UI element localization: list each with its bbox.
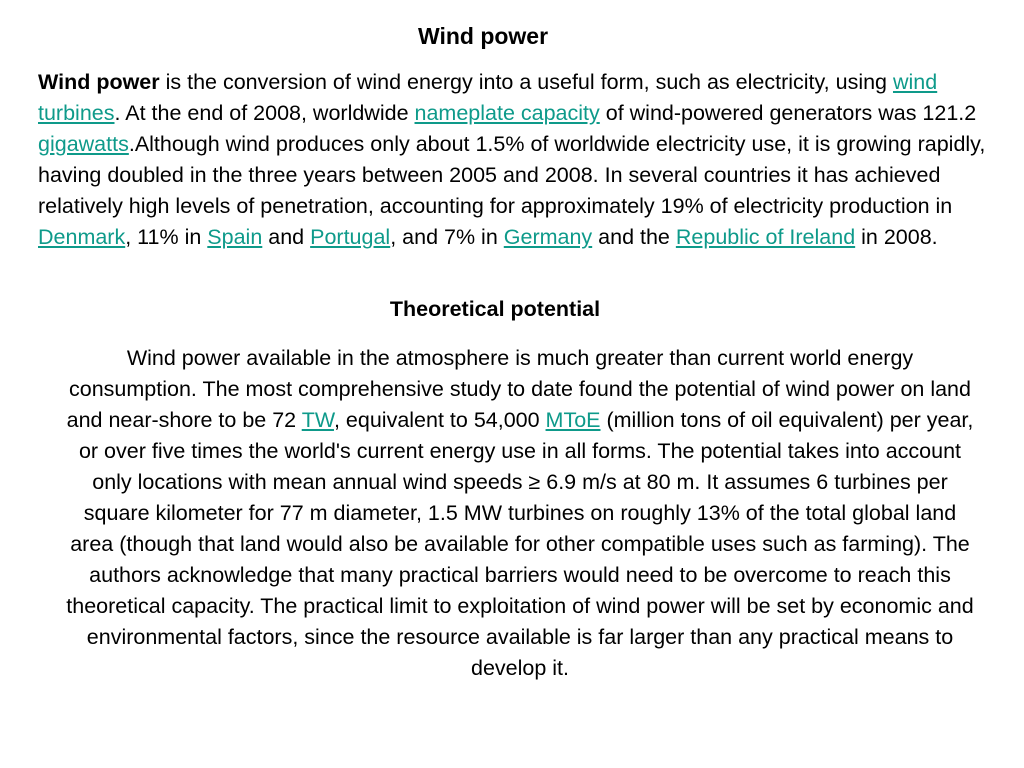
intro-paragraph [38,67,996,253]
link-gigawatts[interactable]: gigawatts [38,132,129,156]
section-title: Theoretical potential [389,297,601,321]
intro-lead-term: Wind power [38,70,160,94]
intro-text-1: is the conversion of wind energy into a useful form, such as electricity, using [159,70,893,94]
intro-text-5: , 11% in [125,225,208,249]
link-nameplate-capacity[interactable]: nameplate capacity [414,101,600,125]
link-mtoe[interactable]: MToE [545,408,601,432]
link-denmark[interactable]: Denmark [38,225,126,249]
intro-text-8: and the [592,225,676,249]
theoretical-potential-paragraph [60,343,980,684]
intro-text-7: , and 7% in [390,225,504,249]
intro-text-4: .Although wind produces only about 1.5% of worldwide electricity use, it is growing rapidly, having doubled in the three years between 2005 and 2008. In several countries it has achieved relatively high levels of penetration, accounting for approximately 19% of electricity production in [38,132,986,218]
intro-text-9: in 2008. [855,225,938,249]
section-text-3: (million tons of oil equivalent) per year, or over five times the world's current energy use in all forms. The potential takes into account only locations with mean annual wind speeds ≥ 6.9 m/s at 80 m. It assumes 6 turbines per square kilometer for 77 m diameter, 1.5 MW turbines on roughly 13% of the total global land area (though that land would also be available for other compatible uses such as farming). The authors acknowledge that many practical barriers would need to be overcome to reach this theoretical capacity. The practical limit to exploitation of wind power will be set by economic and environmental factors, since the resource available is far larger than any practical means to develop it. [66,408,974,680]
link-spain[interactable]: Spain [207,225,263,249]
intro-text-3: of wind-powered generators was 121.2 [599,101,977,125]
section-text-1: Wind power available in the atmosphere is much greater than current world energy consumption. The most comprehensive study to date found the potential of wind power on land and near-shore to be 72 [66,346,971,432]
intro-text-6: and [262,225,311,249]
section-text-2: , equivalent to 54,000 [333,408,546,432]
link-republic-of-ireland[interactable]: Republic of Ireland [675,225,856,249]
link-wind-turbines[interactable]: wind turbines [38,70,938,125]
page-title: Wind power [417,23,549,49]
intro-text-2: . At the end of 2008, worldwide [114,101,415,125]
link-tw[interactable]: TW [301,408,334,432]
link-germany[interactable]: Germany [503,225,593,249]
link-portugal[interactable]: Portugal [310,225,391,249]
